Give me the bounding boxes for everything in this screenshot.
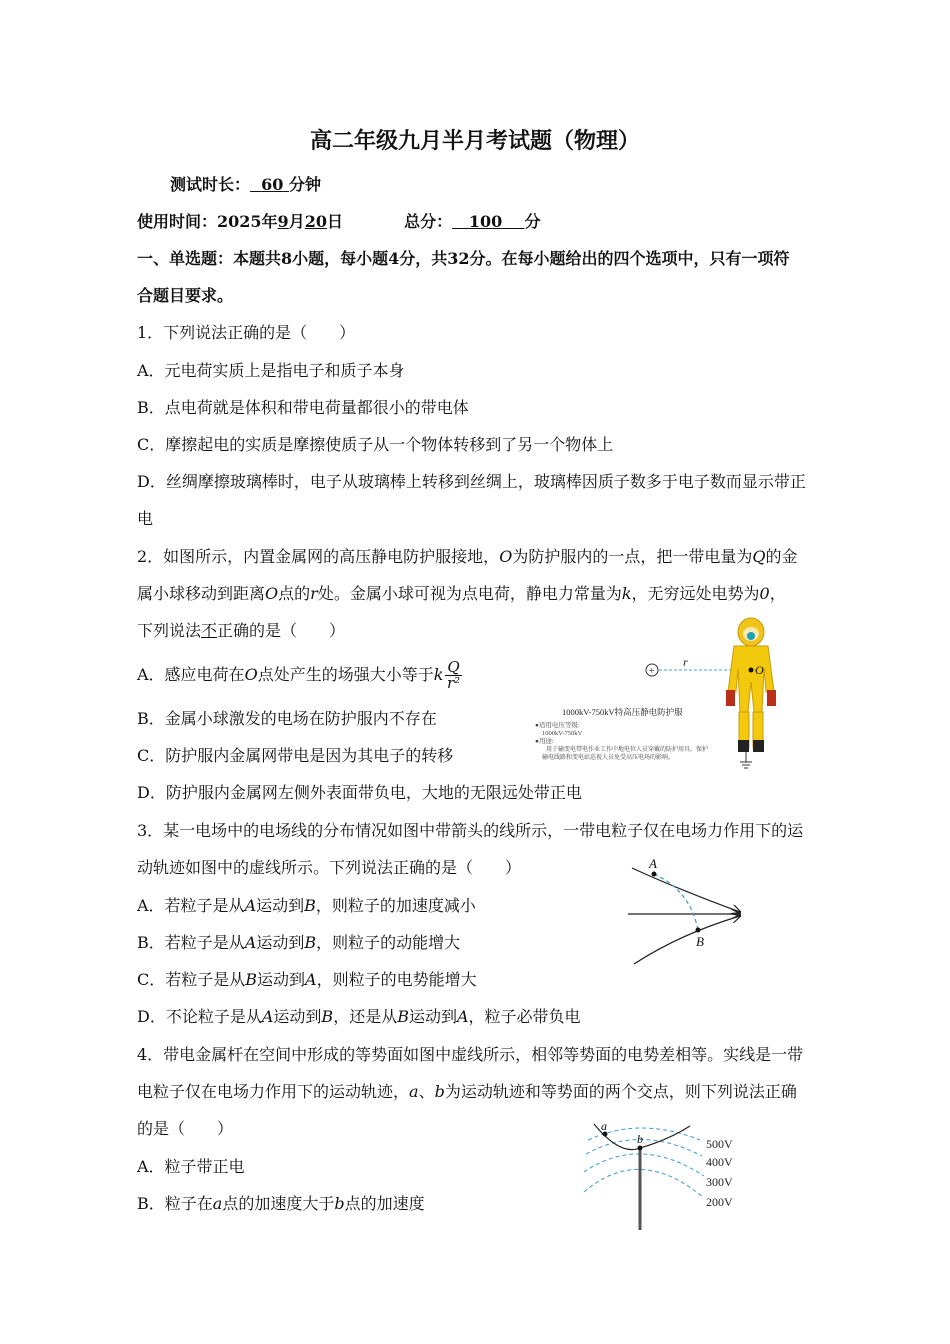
q1-stem: 1．下列说法正确的是（ ） <box>137 323 356 342</box>
distance-label-r: r <box>683 655 688 669</box>
figure-info-3: ●用途: <box>535 738 554 745</box>
q3-option-c: C．若粒子是从B运动到A，则粒子的电势能增大 <box>137 970 477 989</box>
q1-option-d-cont: 电 <box>137 509 154 528</box>
ground-icon <box>740 752 752 768</box>
figure-info-4: 用于输变电带电作业工作中地电位人员穿戴的防护用具，保护 <box>546 747 709 753</box>
q4-option-b: B．粒子在a点的加速度大于b点的加速度 <box>137 1194 425 1213</box>
q2-option-c: C．防护服内金属网带电是因为其电子的转移 <box>137 746 454 765</box>
point-a-marker <box>652 872 657 877</box>
q3-option-d: D．不论粒子是从A运动到B，还是从B运动到A，粒子必带负电 <box>137 1007 581 1026</box>
q3-stem-2: 动轨迹如图中的虚线所示。下列说法正确的是（ ） <box>137 858 522 877</box>
q3-option-a: A．若粒子是从A运动到B，则粒子的加速度减小 <box>137 896 476 915</box>
figure-info-5: 输电线路和变电站巡视人员免受高压电场的影响。 <box>542 755 675 761</box>
score-value: 100 <box>468 212 503 231</box>
month-char: 月 <box>288 212 305 231</box>
q2-fraction: $\frac{Q}{\text{r²}}$ <box>446 658 461 692</box>
date-label: 使用时间：2025年 <box>137 212 278 231</box>
label-200v: 200V <box>706 1195 733 1209</box>
duration-label: 测试时长： <box>170 175 251 194</box>
equipotential-figure <box>580 1118 750 1234</box>
point-o-label: O <box>755 663 764 677</box>
equipotential-300v <box>584 1154 704 1176</box>
point-a-label: a <box>601 1119 607 1133</box>
q4-option-a: A．粒子带正电 <box>137 1157 245 1176</box>
point-b-marker <box>638 1146 643 1151</box>
figure-info-2: 1000kV-750kV <box>542 730 583 737</box>
equipotential-200v <box>584 1169 704 1198</box>
duration-unit: 分钟 <box>289 175 322 194</box>
duration-value: 60 <box>261 175 284 194</box>
field-line-top <box>632 868 740 912</box>
q2-option-d: D．防护服内金属网左侧外表面带负电，大地的无限远处带正电 <box>137 783 582 802</box>
protective-suit-figure <box>530 612 800 772</box>
suit-icon <box>726 618 776 752</box>
point-o-marker <box>749 668 754 673</box>
point-a-label: A <box>649 856 657 871</box>
label-300v: 300V <box>706 1175 733 1189</box>
q2-stem-1: 2．如图所示，内置金属网的高压静电防护服接地，O为防护服内的一点，把一带电量为Q的金 <box>137 547 798 566</box>
duration-line <box>170 174 321 196</box>
q3-option-b: B．若粒子是从A运动到B，则粒子的动能增大 <box>137 933 461 952</box>
figure-caption: 1000kV-750kV特高压静电防护服 <box>562 707 683 717</box>
q2-option-a: A．感应电荷在O点处产生的场强大小等于k $\frac{Q}{\text{r²}}$ <box>137 658 461 692</box>
q1-option-b: B．点电荷就是体积和带电荷量都很小的带电体 <box>137 398 469 417</box>
q1-option-d: D．丝绸摩擦玻璃棒时，电子从玻璃棒上转移到丝绸上，玻璃棒因质子数多于电子数而显示带正 <box>137 472 806 491</box>
score-label: 总分： <box>404 212 453 231</box>
q1-option-c: C．摩擦起电的实质是摩擦使质子从一个物体转移到了另一个物体上 <box>137 435 614 454</box>
q1-option-a: A．元电荷实质上是指电子和质子本身 <box>137 361 405 380</box>
point-b-label: B <box>696 934 704 949</box>
section-heading-2: 合题目要求。 <box>137 286 234 305</box>
page-title: 高二年级九月半月考试题（物理） <box>309 128 640 154</box>
field-line-bottom <box>634 916 740 964</box>
point-b-label: b <box>637 1132 643 1146</box>
particle-trajectory <box>654 874 698 930</box>
score-unit: 分 <box>524 212 541 231</box>
day-char: 日 <box>326 212 343 231</box>
q2-stem-2: 属小球移动到距离O点的r处。金属小球可视为点电荷，静电力常量为k，无穷远处电势为0， <box>137 584 786 603</box>
section-heading-1: 一、单选题：本题共8小题，每小题4分，共32分。在每小题给出的四个选项中，只有一项符 <box>137 249 790 268</box>
label-500v: 500V <box>706 1137 733 1151</box>
q4-stem-2: 电粒子仅在电场力作用下的运动轨迹，a、b为运动轨迹和等势面的两个交点，则下列说法正确 <box>137 1082 797 1101</box>
figure-info-1: ●适用电压等级: <box>535 722 580 729</box>
equipotential-400v <box>586 1139 702 1156</box>
point-b-marker <box>696 928 701 933</box>
date-month: 9 <box>277 212 289 231</box>
label-400v: 400V <box>706 1155 733 1169</box>
q3-stem-1: 3．某一电场中的电场线的分布情况如图中带箭头的线所示，一带电粒子仅在电场力作用下的运 <box>137 821 804 840</box>
charge-plus-sign: + <box>648 665 655 677</box>
field-lines-figure <box>620 850 750 970</box>
date-line <box>137 211 541 233</box>
q4-stem-3: 的是（ ） <box>137 1119 234 1138</box>
q2-option-b: B．金属小球激发的电场在防护服内不存在 <box>137 709 437 728</box>
q2-stem-3: 下列说法不正确的是（ ） <box>137 621 346 640</box>
date-day: 20 <box>304 212 327 231</box>
q4-stem-1: 4．带电金属杆在空间中形成的等势面如图中虚线所示，相邻等势面的电势差相等。实线是一带 <box>137 1045 804 1064</box>
